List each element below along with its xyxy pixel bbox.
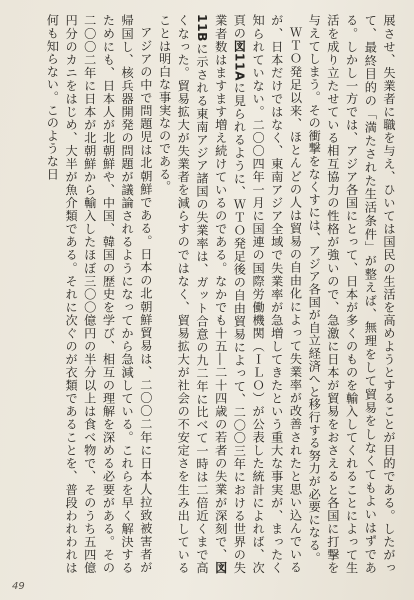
paragraph-3: アジアの中で問題児は北朝鮮である。日本の北朝鮮貿易は、二〇〇二年に日本人拉致被害者が帰国し、核兵器開発の問題が議論されるようになってから急減している。これらを早く解決するためにも、日本人が北朝鮮や、中国、韓国の歴史を学び、相互の理解を深める必要がある。その二〇〇二年に日本が北朝鮮から輸入したほぼ三〇〇億円の半分以上は食べ物で、そのうち五四億円分のカニをはじめ、大半が魚介類である。それに次ぐのが衣類であることを、普段われわれは何も知らない。このような日	[45, 14, 153, 574]
paragraph-2-part-1: ＷＴＯ発足以来、ほとんどの人は貿易の自由化によって失業率が改善されたと思い込んでいるが、日本だけではなく、東南アジア全域で失業率が急増してきたという重大な事実が、まったく知られていない。二〇〇四年一月に国連の国際労働機関（ＩＬＯ）が公表した統計によれば、次頁の	[232, 14, 303, 574]
paragraph-1: 展させ、失業者に職を与え、ひいては国民の生活を高めようとすることが目的である。したがって、最終目的の「満たされた生活条件」が整えば、無理をして貿易をしなくてもよいはずである。しかし一方では、アジア各国にとって、日本が多くのものを輸入してくれることによって生活を成り立たせている相互協力の性格が強いので、急激に日本が貿易をおさえると各国に打撃を与えてしまう。その衝撃をなくすには、アジア各国が自立経済へと移行する努力が必要になる。	[307, 14, 396, 574]
body-text	[22, 14, 398, 574]
page-number: 49	[12, 581, 25, 592]
paragraph-2-part-3: に示される東南アジア諸国の失業率は、ガット合意の九二年に比べて一時は二倍近くまで高くなった。貿易拡大が失業者を減らすのではなく、貿易拡大が社会の不安定さを生み出していることは明白な事実なのである。	[157, 14, 209, 574]
paragraph-2-part-2: に見られるように、ＷＴＯ発足後の自由貿易によって、二〇〇三年における世界の失業者数はますます増え続けているのである。なかでも十五―二十四歳の若者の失業が深刻で、	[213, 14, 247, 574]
figure-reference-11a: 図11A	[232, 39, 247, 82]
figure-reference-11b: 図11B	[194, 14, 228, 574]
paragraph-2	[155, 14, 305, 574]
